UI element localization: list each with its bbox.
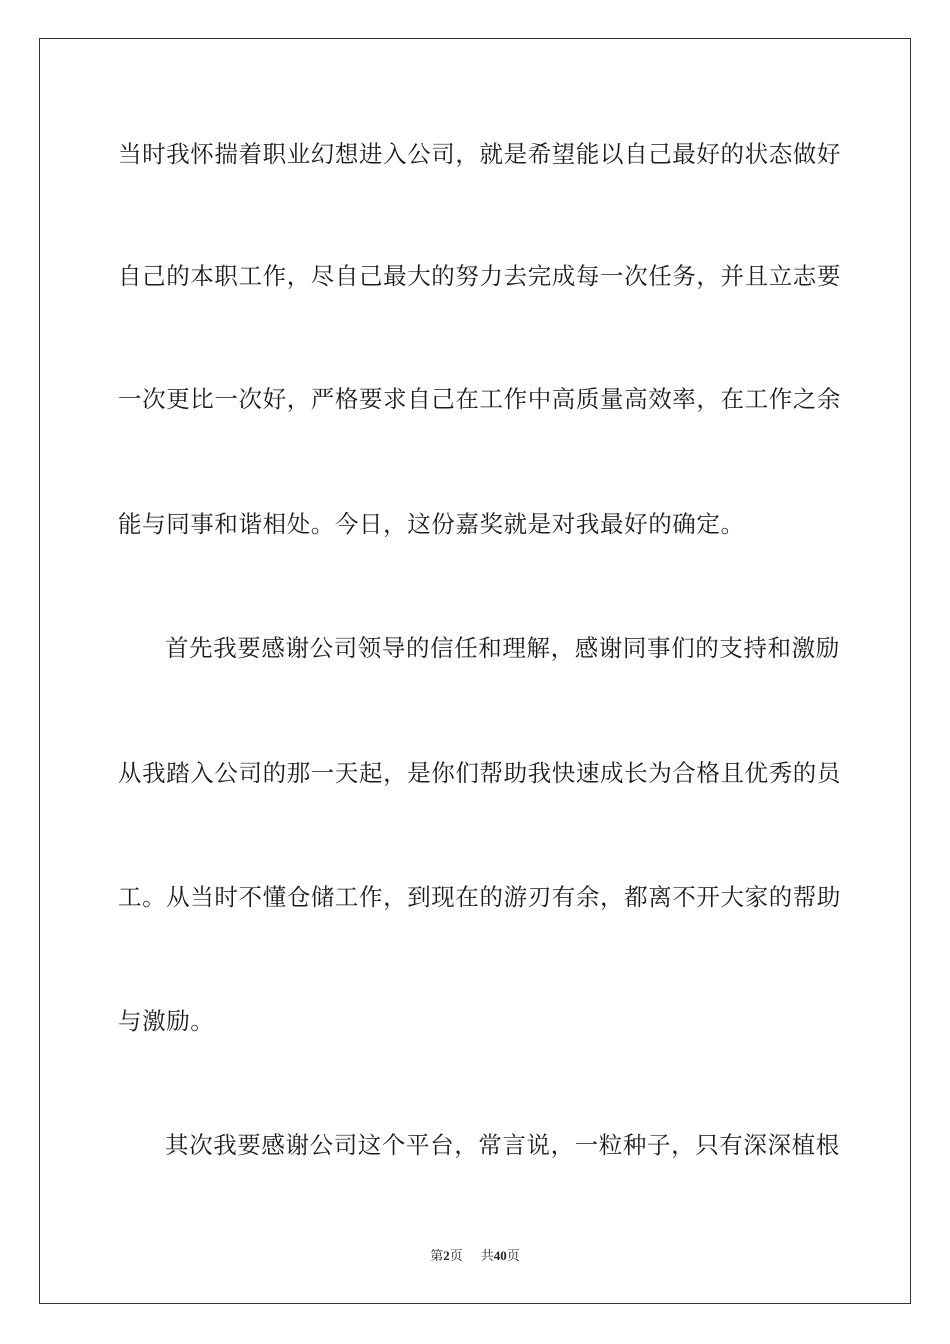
paragraph-1-line-4: 能与同事和谐相处。今日，这份嘉奖就是对我最好的确定。	[118, 510, 745, 538]
paragraph-2-line-2: 从我踏入公司的那一天起，是你们帮助我快速成长为合格且优秀的员	[118, 759, 841, 787]
page-border	[39, 38, 911, 1304]
page-footer	[0, 1248, 950, 1265]
total-page-count: 40	[493, 1248, 507, 1263]
total-suffix: 页	[506, 1249, 520, 1264]
paragraph-1-line-2: 自己的本职工作，尽自己最大的努力去完成每一次任务，并且立志要	[118, 262, 841, 290]
current-page-number: 2	[443, 1248, 450, 1263]
paragraph-2-line-4: 与激励。	[118, 1007, 215, 1035]
paragraph-2-line-3: 工。从当时不懂仓储工作，到现在的游刃有余，都离不开大家的帮助	[118, 883, 841, 911]
paragraph-1-line-3: 一次更比一次好，严格要求自己在工作中高质量高效率，在工作之余	[118, 385, 841, 413]
page-prefix: 第	[430, 1249, 444, 1264]
total-prefix: 共	[480, 1249, 494, 1264]
paragraph-3-line-1: 其次我要感谢公司这个平台，常言说，一粒种子，只有深深植根	[165, 1131, 840, 1159]
paragraph-1-line-1: 当时我怀揣着职业幻想进入公司，就是希望能以自己最好的状态做好	[118, 140, 841, 168]
page-suffix: 页	[449, 1249, 463, 1264]
paragraph-2-line-1: 首先我要感谢公司领导的信任和理解，感谢同事们的支持和激励	[165, 634, 840, 662]
